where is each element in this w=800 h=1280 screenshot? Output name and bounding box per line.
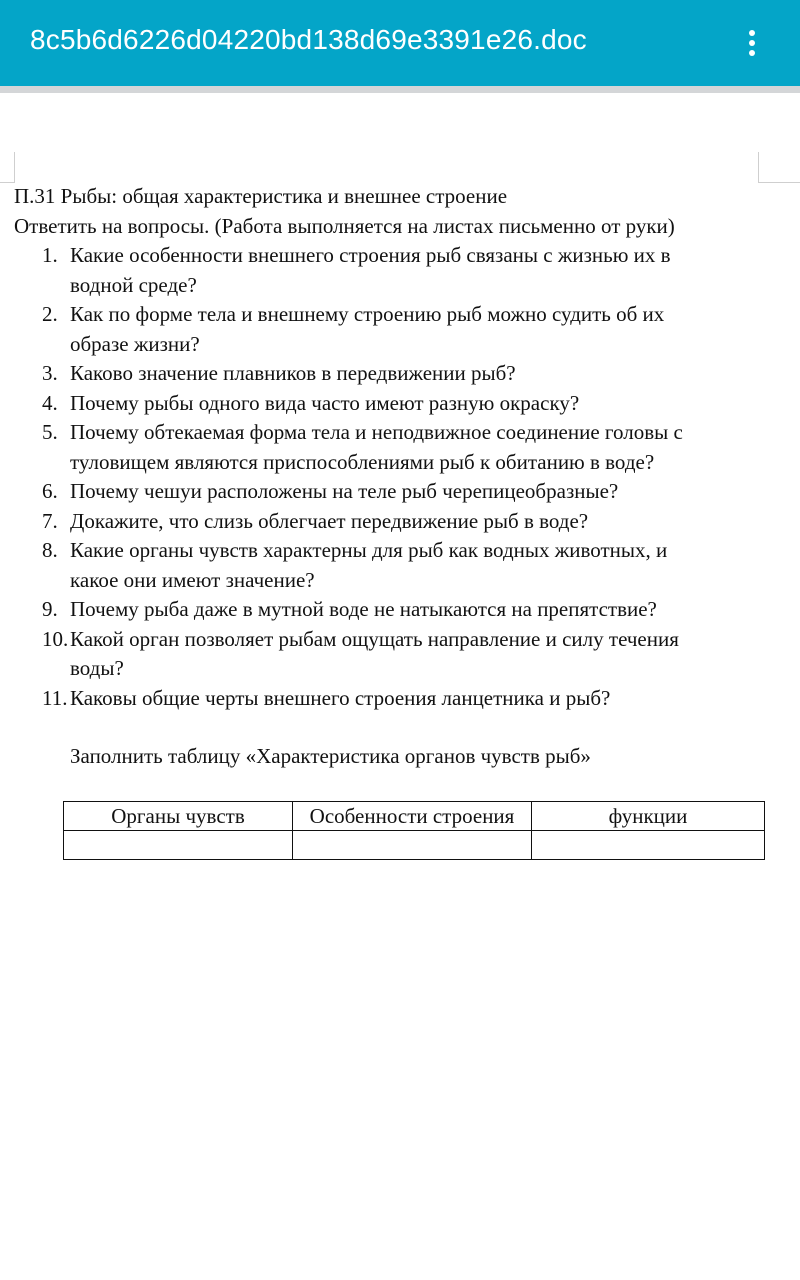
- table-instruction: Заполнить таблицу «Характеристика органов чувств рыб»: [70, 744, 591, 768]
- question-list: [14, 241, 774, 713]
- page-margin-corner-right: [758, 152, 800, 183]
- question-text-line: Каково значение плавников в передвижении рыб?: [70, 361, 516, 385]
- question-text-line: воды?: [70, 656, 124, 680]
- question-number: 1.: [42, 243, 58, 267]
- app-bar: [0, 0, 800, 86]
- dot: [749, 50, 755, 56]
- question-number: 8.: [42, 538, 58, 562]
- question-text-line: Какой орган позволяет рыбам ощущать направление и силу течения: [70, 626, 679, 651]
- question-text-line: Каковы общие черты внешнего строения ланцетника и рыб?: [70, 685, 611, 710]
- question-item: [14, 507, 730, 537]
- document-title: 8c5b6d6226d04220bd138d69e3391e26.doc: [30, 24, 587, 55]
- app-bar-shadow: [0, 86, 800, 93]
- table-cell: [293, 831, 532, 860]
- question-number: 2.: [42, 302, 58, 326]
- question-item: [14, 418, 730, 477]
- document-body: [14, 182, 774, 772]
- document-subheading: Ответить на вопросы. (Работа выполняется на листах письменно от руки): [14, 213, 675, 238]
- document-heading: П.31 Рыбы: общая характеристика и внешнее строение: [14, 184, 508, 208]
- question-item: [14, 389, 730, 419]
- question-item: [14, 241, 730, 300]
- question-number: 7.: [42, 508, 58, 533]
- table-cell: [532, 831, 765, 860]
- question-text-line: Как по форме тела и внешнему строению рыб можно судить об их: [70, 302, 665, 326]
- table-row: [64, 831, 765, 860]
- sense-organs-table-wrap: [63, 801, 765, 860]
- page-margin-corner-left: [0, 152, 15, 183]
- question-item: [14, 595, 730, 625]
- question-item: [14, 684, 730, 714]
- question-number: 5.: [42, 420, 58, 444]
- question-item: [14, 477, 730, 507]
- question-text-line: Докажите, что слизь облегчает передвижение рыб в воде?: [70, 508, 589, 533]
- table-cell: [64, 831, 293, 860]
- question-text-line: Почему рыбы одного вида часто имеют разную окраску?: [70, 390, 580, 415]
- question-text-line: Почему рыба даже в мутной воде не натыкаются на препятствие?: [70, 597, 657, 621]
- question-number: 10.: [42, 626, 69, 651]
- question-number: 4.: [42, 390, 58, 415]
- question-number: 9.: [42, 597, 58, 621]
- table-header-cell: Органы чувств: [64, 802, 293, 831]
- question-number: 11.: [42, 685, 68, 710]
- question-text-line: Почему обтекаемая форма тела и неподвижное соединение головы с: [70, 420, 683, 444]
- question-item: [14, 536, 730, 595]
- question-item: [14, 359, 730, 389]
- question-text-line: какое они имеют значение?: [70, 567, 315, 592]
- table-header-cell: Особенности строения: [293, 802, 532, 831]
- more-vert-icon[interactable]: [738, 28, 766, 58]
- question-text-line: водной среде?: [70, 272, 197, 297]
- question-number: 3.: [42, 361, 58, 385]
- question-item: [14, 625, 730, 684]
- question-text-line: туловищем являются приспособлениями рыб к обитанию в воде?: [70, 449, 655, 474]
- sense-organs-table: [63, 801, 765, 860]
- question-text-line: Какие особенности внешнего строения рыб связаны с жизнью их в: [70, 243, 671, 267]
- question-number: 6.: [42, 479, 58, 503]
- dot: [749, 40, 755, 46]
- question-text-line: Какие органы чувств характерны для рыб как водных животных, и: [70, 538, 668, 562]
- dot: [749, 30, 755, 36]
- table-header-row: [64, 802, 765, 831]
- table-header-cell: функции: [532, 802, 765, 831]
- question-text-line: образе жизни?: [70, 331, 200, 356]
- question-item: [14, 300, 730, 359]
- question-text-line: Почему чешуи расположены на теле рыб черепицеобразные?: [70, 479, 619, 503]
